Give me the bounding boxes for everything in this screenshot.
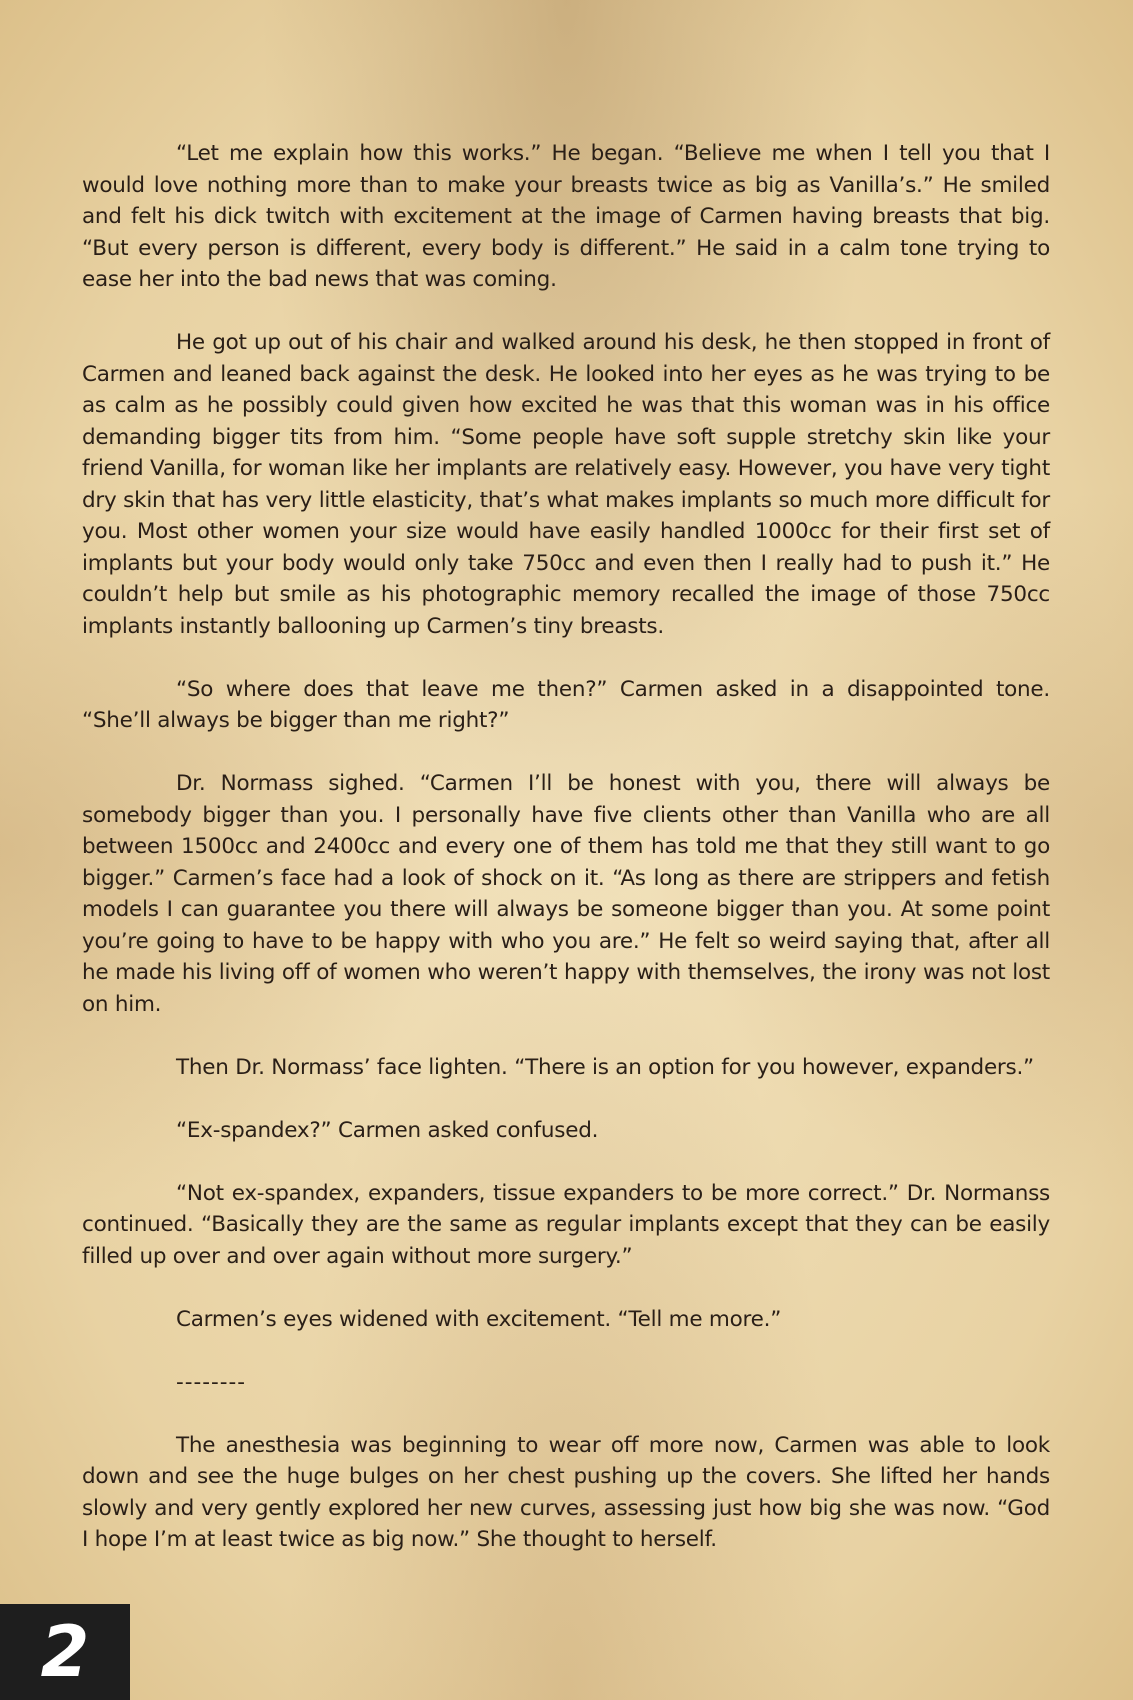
scene-divider: -------- (176, 1369, 247, 1395)
paragraph: Dr. Normass sighed. “Carmen I’ll be honest with you, there will always be somebody bigger than you. I personally have five clients other than Vanilla who are all between 1500cc and 2400cc and every one of them has told me that they still want to go bigger.” Carmen’s face had a look of shock on it. “As long as there are strippers and fetish models I can guarantee you there will always be someone bigger than you. At some point you’re going to have to be happy with who you are.” He felt so weird saying that, after all he made his living off of women who weren’t happy with themselves, the irony was not lost on him. (82, 771, 1050, 1017)
paragraph: “Ex-spandex?” Carmen asked confused. (176, 1117, 599, 1143)
page-number: 2 (40, 1611, 90, 1693)
paragraph: Carmen’s eyes widened with excitement. “Tell me more.” (176, 1306, 782, 1332)
paragraph: “Not ex-spandex, expanders, tissue expanders to be more correct.” Dr. Normanss continued. “Basically they are the same as regular implants except that they can be easily filled up over and over again without more surgery.” (82, 1180, 1050, 1269)
paragraph: “So where does that leave me then?” Carmen asked in a disappointed tone. “She’ll always be bigger than me right?” (82, 676, 1050, 733)
paragraph: He got up out of his chair and walked around his desk, he then stopped in front of Carmen and leaned back against the desk. He looked into her eyes as he was trying to be as calm as he possibly could given how excited he was that this woman was in his office demanding bigger tits from him. “Some people have soft supple stretchy skin like your friend Vanilla, for woman like her implants are relatively easy. However, you have very tight dry skin that has very little elasticity, that’s what makes implants so much more difficult for you. Most other women your size would have easily handled 1000cc for their first set of implants but your body would only take 750cc and even then I really had to push it.” He couldn’t help but smile as his photographic memory recalled the image of those 750cc implants instantly ballooning up Carmen’s tiny breasts. (82, 330, 1050, 639)
paragraph: “Let me explain how this works.” He began. “Believe me when I tell you that I would love nothing more than to make your breasts twice as big as Vanilla’s.” He smiled and felt his dick twitch with excitement at the image of Carmen having breasts that big. “But every person is different, every body is different.” He said in a calm tone trying to ease her into the bad news that was coming. (82, 141, 1050, 292)
page-number-badge (0, 1604, 130, 1700)
paragraph: Then Dr. Normass’ face lighten. “There is an option for you however, expanders.” (176, 1054, 1034, 1080)
story-text (82, 138, 1050, 1556)
paragraph: The anesthesia was beginning to wear off more now, Carmen was able to look down and see the huge bulges on her chest pushing up the covers. She lifted her hands slowly and very gently explored her new curves, assessing just how big she was now. “God I hope I’m at least twice as big now.” She thought to herself. (82, 1432, 1050, 1552)
